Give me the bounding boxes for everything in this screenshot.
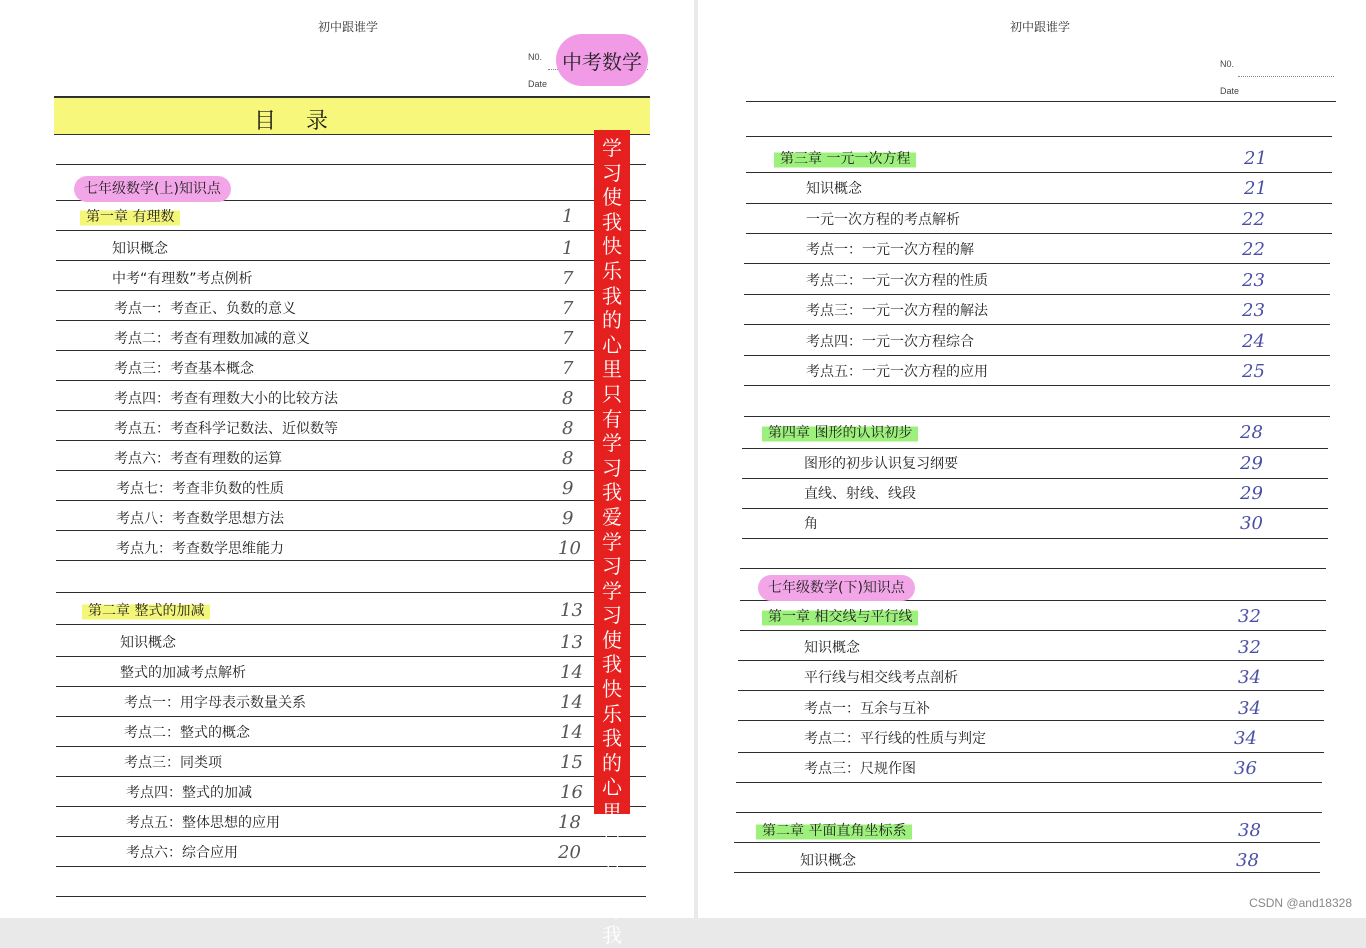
rule-line xyxy=(56,806,646,807)
toc-entry: 考点四：考查有理数大小的比较方法 8 xyxy=(114,388,574,409)
rule-line xyxy=(56,560,646,561)
rule-line xyxy=(744,416,1330,417)
rule-line xyxy=(734,872,1320,873)
toc-entry: 考点五：一元一次方程的应用 25 xyxy=(806,361,1265,382)
rule-line xyxy=(56,592,646,593)
toc-entry: 考点一：用字母表示数量关系 14 xyxy=(124,692,583,713)
rule-line xyxy=(56,686,646,687)
toc-entry: 考点六：综合应用 20 xyxy=(126,842,581,863)
rule-line xyxy=(56,440,646,441)
toc-entry: 图形的初步认识复习纲要 29 xyxy=(804,453,1263,474)
rule-line xyxy=(56,500,646,501)
rule-line xyxy=(56,350,646,351)
toc-entry: 考点二：考查有理数加减的意义 7 xyxy=(114,328,574,349)
no-label: N0. xyxy=(528,52,543,62)
toc-entry: 一元一次方程的考点解析 22 xyxy=(806,209,1265,230)
motto-ribbon-text: 学习使我快乐我的心里只有学习我爱学习学习使我快乐我的心里只有学习我 xyxy=(602,136,622,947)
rule-line xyxy=(56,260,646,261)
rule-line xyxy=(56,470,646,471)
rule-line xyxy=(738,752,1324,753)
chapter-heading: 第三章 一元一次方程 21 xyxy=(774,148,1284,170)
brand-header: 初中跟谁学 xyxy=(318,20,379,34)
rule-line xyxy=(56,656,646,657)
rule-line xyxy=(738,720,1324,721)
rule-line xyxy=(744,385,1330,386)
toc-entry: 考点二：整式的概念 14 xyxy=(124,722,583,743)
toc-entry: 考点三：考查基本概念 7 xyxy=(114,358,574,379)
rule-line xyxy=(742,478,1328,479)
brand-header: 初中跟谁学 xyxy=(1010,20,1071,34)
rule-line xyxy=(742,538,1328,539)
page-title: 目录 xyxy=(254,109,359,134)
toc-entry: 整式的加减考点解析 14 xyxy=(120,662,583,683)
rule-line xyxy=(738,690,1324,691)
rule-line xyxy=(736,812,1322,813)
no-label: N0. xyxy=(1220,59,1235,69)
rule-line xyxy=(744,355,1330,356)
toc-entry: 平行线与相交线考点剖析 34 xyxy=(804,667,1261,688)
toc-entry: 考点八：考查数学思想方法 9 xyxy=(116,508,574,529)
rule-line xyxy=(740,568,1326,569)
rule-line xyxy=(742,508,1328,509)
rule-line xyxy=(736,782,1322,783)
rule-line xyxy=(746,233,1332,234)
toc-entry: 考点一：考查正、负数的意义 7 xyxy=(114,298,574,319)
rule-line xyxy=(56,410,646,411)
rule-line xyxy=(744,263,1330,264)
no-line xyxy=(1238,76,1334,77)
rule-line xyxy=(56,746,646,747)
rule-line xyxy=(56,290,646,291)
toc-entry: 考点一：互余与互补 34 xyxy=(804,698,1261,719)
toc-entry: 考点三：一元一次方程的解法 23 xyxy=(806,300,1265,321)
rule-line xyxy=(738,660,1324,661)
motto-ribbon xyxy=(594,130,630,947)
rule-line xyxy=(746,101,1336,102)
toc-entry: 知识概念 38 xyxy=(800,850,1259,871)
rule-line xyxy=(746,203,1332,204)
rule-line xyxy=(56,776,646,777)
chapter-heading: 第一章 有理数 1 xyxy=(80,206,580,228)
chapter-heading: 第二章 平面直角坐标系 38 xyxy=(756,820,1284,842)
rule-line xyxy=(746,172,1332,173)
rule-line xyxy=(56,716,646,717)
rule-line xyxy=(56,836,646,837)
toc-entry: 中考“有理数”考点例析 7 xyxy=(112,268,574,289)
toc-entry: 知识概念 13 xyxy=(120,632,583,653)
toc-entry: 考点九：考查数学思维能力 10 xyxy=(116,538,581,559)
toc-entry: 知识概念 32 xyxy=(804,637,1261,658)
rule-line xyxy=(56,530,646,531)
toc-entry: 角 30 xyxy=(804,513,1263,534)
rule-line xyxy=(742,448,1328,449)
chapter-heading: 第二章 整式的加减 13 xyxy=(82,600,582,622)
rule-line xyxy=(56,624,646,625)
chapter-heading: 第四章 图形的认识初步 28 xyxy=(762,422,1284,444)
toc-entry: 考点四：整式的加减 16 xyxy=(126,782,583,803)
toc-entry: 知识概念 21 xyxy=(806,178,1267,199)
toc-entry: 考点五：考查科学记数法、近似数等 8 xyxy=(114,418,574,439)
rule-line xyxy=(744,324,1330,325)
date-label: Date xyxy=(1220,86,1240,96)
rule-line xyxy=(744,294,1330,295)
rule-line xyxy=(56,866,646,867)
subject-stamp-text: 中考数学 xyxy=(562,50,642,74)
rule-line xyxy=(56,380,646,381)
rule-line xyxy=(746,136,1332,137)
rule-line xyxy=(56,164,646,165)
toc-entry: 考点一：一元一次方程的解 22 xyxy=(806,239,1265,260)
toc-entry: 考点二：一元一次方程的性质 23 xyxy=(806,270,1265,291)
left-notebook-page: 初中跟谁学 N0. Date 中考数学 目录 七年级数学(上)知识点 第一章 有理数 1 知识概念 1 中考“有理数”考点例析 7 考点一：考查正、负数的意义 7 考点二：考查有理数加减的意义 7 考点三：考查基本概念 7 考点四：考查有理数大小的比较方法 8 考点五：考查科学记数法、近似数等 8 考点六：考查有理数的运算 8 考点七：考查非负数的性质 9 考点八：考查数学思想方法 9 考点九：考查数学思维能力 10 第二章 整式的加减 13 知识概念 13 整式的加减考点解析 14 考点一：用字母表示数量关系 14 考点二：整式的概念 14 考点三：同类项 15 考点四：整式的加减 16 考点五：整体思想的应用 18 考点六：综合应用 20 学习使我快乐我的心里只有学习我爱学习学习使我快乐我的心里只有学习我 xyxy=(0,0,694,918)
rule-line xyxy=(56,896,646,897)
right-notebook-page: 初中跟谁学 N0. Date 第三章 一元一次方程 21 知识概念 21 一元一次方程的考点解析 22 考点一：一元一次方程的解 22 考点二：一元一次方程的性质 23 考点三：一元一次方程的解法 23 考点四：一元一次方程综合 24 考点五：一元一次方程的应用 25 第四章 图形的认识初步 28 图形的初步认识复习纲要 29 直线、射线、线段 29 角 30 七年级数学(下)知识点 第一章 相交线与平行线 32 知识概念 32 平行线与相交线考点剖析 34 考点一：互余与互补 34 考点二：平行线的性质与判定 34 考点三：尺规作图 36 第二章 平面直角坐标系 38 知识概念 38 CSDN @and18328 xyxy=(698,0,1366,918)
toc-entry: 直线、射线、线段 29 xyxy=(804,483,1263,504)
date-label: Date xyxy=(528,79,548,89)
watermark: CSDN @and18328 xyxy=(1249,896,1352,910)
toc-entry: 知识概念 1 xyxy=(112,238,574,259)
toc-entry: 考点二：平行线的性质与判定 34 xyxy=(804,728,1257,749)
rule-line xyxy=(56,320,646,321)
chapter-heading: 第一章 相交线与平行线 32 xyxy=(762,606,1284,628)
rule-line xyxy=(734,842,1320,843)
toc-entry: 考点七：考查非负数的性质 9 xyxy=(116,478,574,499)
toc-entry: 考点五：整体思想的应用 18 xyxy=(126,812,581,833)
rule-line xyxy=(740,630,1326,631)
toc-entry: 考点六：考查有理数的运算 8 xyxy=(114,448,574,469)
toc-entry: 考点三：尺规作图 36 xyxy=(804,758,1257,779)
rule-line xyxy=(56,230,646,231)
toc-entry: 考点四：一元一次方程综合 24 xyxy=(806,331,1265,352)
toc-entry: 考点三：同类项 15 xyxy=(124,752,583,773)
